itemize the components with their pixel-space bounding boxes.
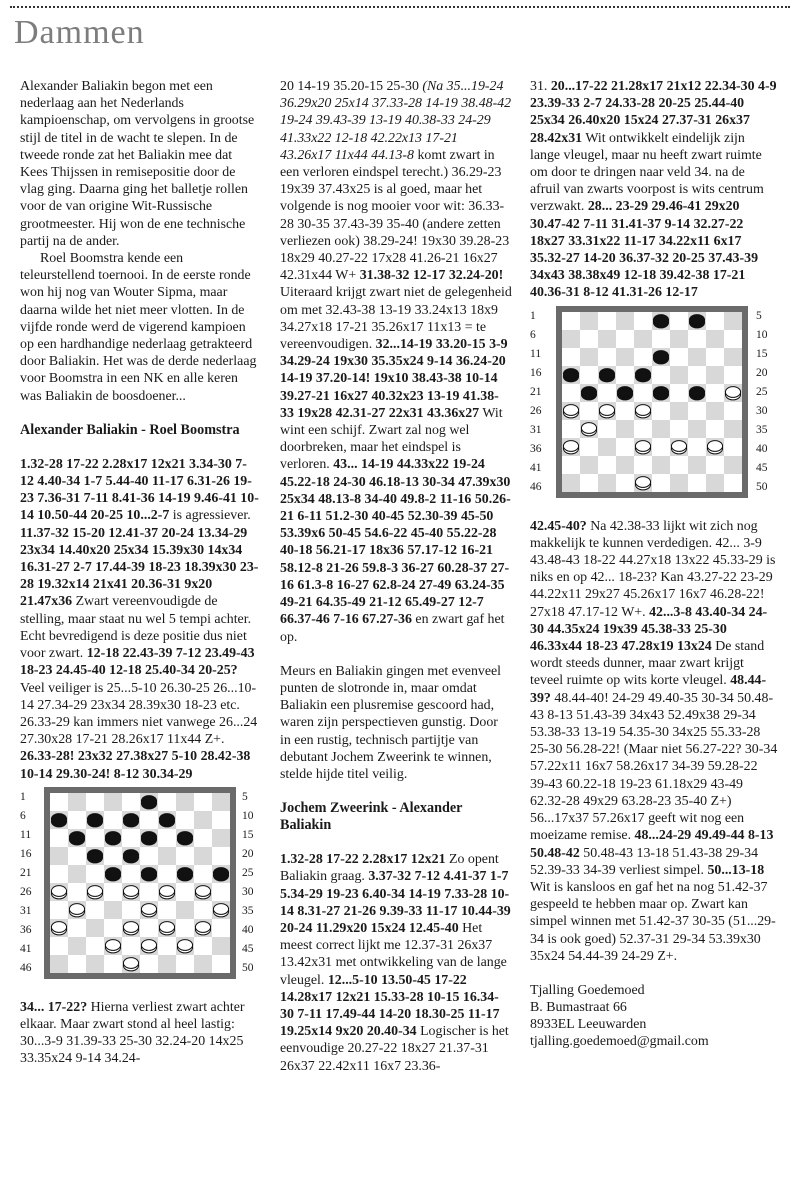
- white-piece: [159, 921, 174, 934]
- board1-svg: [44, 787, 236, 979]
- white-piece: [635, 404, 650, 417]
- dark-square: [616, 456, 634, 474]
- black-piece: [159, 813, 174, 826]
- dark-square: [580, 312, 598, 330]
- white-piece: [105, 939, 120, 952]
- board-square-number: 40: [756, 442, 768, 455]
- board-square-number: 35: [756, 423, 768, 436]
- black-piece: [87, 849, 102, 862]
- board-square-number: 10: [242, 809, 254, 822]
- board-square-number: 26: [530, 404, 542, 417]
- dark-square: [68, 865, 86, 883]
- dark-square: [176, 793, 194, 811]
- dark-square: [104, 793, 122, 811]
- game1-continuation: 20 14-19 35.20-15 25-30 (Na 35...19-24 36.29x20 25x14 37.33-28 14-19 38.48-42 19-24 39.43-39 13-19 40.38-33 24-29 41.33x22 12-18 42.22x13 17-21 43.26x17 11x44 44.13-8 komt zwart in een verloren eindspel terecht.) 36.29-23 19x39 37.43x25 is al goed, maar het volgende is nog mooier voor wit: 36.33-28 30-35 37.43-39 35-40 (andere zetten verliezen ook) 38.29-24! 19x30 39.28-23 18x29 40.27-22 17x28 41.26-21 16x27 42.31x44 W+ 31.38-32 12-17 32.24-20! Uiteraard krijgt zwart niet de gelegenheid om met 32.43-38 13-19 33.24x13 18x9 34.27x18 17-21 35.26x17 11x13 = te vereenvoudigen. 32...14-19 33.20-15 3-9 34.29-24 19x30 35.35x24 9-14 36.24-20 14-19 37.20-14! 19x10 38.43-38 10-14 39.27-21 16x27 40.32x23 13-19 41.38-33 19x28 42.31-27 22x31 43.36x27 Wit wint een schijf. Zwart zal nog wel doorbreken, maar het eindspel is verloren. 43... 14-19 44.33x22 19-24 45.22-18 24-30 46.18-13 30-34 47.39x30 25x34 48.13-8 34-40 49.8-2 11-16 50.26-21 6-11 51.2-30 40-45 52.30-39 45-50 53.39x6 50-45 54.6-22 45-40 55.22-28 40-18 56.21-17 18x36 57.17-12 16-21 58.12-8 21-26 59.8-3 36-27 60.28-37 27-16 61.3-8 16-27 62.8-24 27-49 63.24-35 49-21 64.35-49 21-12 65.49-27 12-7 66.37-46 7-16 67.27-36 en zwart gaf het op.: [280, 79, 512, 645]
- black-piece: [123, 849, 138, 862]
- dark-square: [670, 366, 688, 384]
- board-square-number: 46: [530, 480, 542, 493]
- dark-square: [212, 793, 230, 811]
- dark-square: [562, 474, 580, 492]
- dark-square: [670, 402, 688, 420]
- dark-square: [68, 793, 86, 811]
- board-diagram-1: [20, 787, 260, 995]
- black-piece: [581, 386, 596, 399]
- dark-square: [212, 829, 230, 847]
- black-piece: [177, 831, 192, 844]
- dark-square: [688, 348, 706, 366]
- board-square-number: 21: [20, 866, 32, 879]
- board-square-number: 10: [756, 328, 768, 341]
- dark-square: [176, 901, 194, 919]
- board-square-number: 20: [756, 366, 768, 379]
- board-square-number: 20: [242, 847, 254, 860]
- black-piece: [141, 831, 156, 844]
- black-piece: [563, 368, 578, 381]
- dark-square: [50, 955, 68, 973]
- top-dotted-rule: [10, 6, 790, 8]
- dark-square: [68, 937, 86, 955]
- dark-square: [688, 456, 706, 474]
- signature-email[interactable]: tjalling.goedemoed@gmail.com: [530, 1033, 709, 1049]
- board-square-number: 30: [756, 404, 768, 417]
- intro-paragraph-2: Roel Boomstra kende een teleurstellend toernooi. In de eerste ronde won hij nog van Wouter Sipma, maar daarna wilde het niet meer vlotten. In de vijfde ronde werd de vigerend kampioen op een hardhandige nederlaag getrakteerd door Baliakin. Het was de derde nederlaag voor Boomstra in een NK en alle keren was Baliakin de boosdoener...: [20, 251, 257, 404]
- board-square-number: 1: [20, 790, 26, 803]
- board-square-number: 16: [530, 366, 542, 379]
- dark-square: [652, 420, 670, 438]
- signature-name: Tjalling Goedemoed: [530, 982, 645, 998]
- board-square-number: 5: [242, 790, 248, 803]
- board-square-number: 50: [756, 480, 768, 493]
- board-square-number: 35: [242, 904, 254, 917]
- black-piece: [141, 867, 156, 880]
- board-square-number: 45: [756, 461, 768, 474]
- black-piece: [599, 368, 614, 381]
- board-square-number: 25: [242, 866, 254, 879]
- diagram2-caption: 42.45-40? Na 42.38-33 lijkt wit zich nog makkelijk te kunnen verdedigen. 42... 3-9 43.48-43 18-22 44.27x18 13x22 45.33-29 is niks en op 42... 18-23? Kan 43.27-22 23-29 44.22x11 29x27 45.26x17 16x7 46.28-22! 27x18 47.17-12 W+. 42...3-8 43.40-34 24-30 44.35x24 19x39 45.38-33 25-30 46.33x44 18-23 47.28x19 13x24 De stand wordt steeds dunner, maar zwart krijgt teveel ruimte op wits korte vleugel. 48.44-39? 48.44-40! 24-29 49.40-35 30-34 50.48-43 8-13 51.43-39 34x43 52.49x38 29-34 53.38-33 13-19 54.35-30 34x25 55.33-28 25-30 56.28-22! (Maar niet 56.27-22? 30-34 57.22x11 16x7 58.26x17 34-39 59.28-22 39-43 60.22-18 19-23 61.18x29 43-49 62.32-28 49x29 63.28-23 35-40 Z+) 56...17x37 57.26x17 geeft wit nog een moeizame remise. 48...24-29 49.49-44 8-13 50.48-42 50.48-43 13-18 51.43-38 29-34 52.39-33 34-39 verliest simpel. 50...13-18 Wit is kansloos en gaf het na nog 51.42-37 gespeeld te hebben maar op. Zwart kan simpel winnen met 51.42-37 30-35 (51...29-34 is ook goed) 52.37-31 29-34 53.39x30 35x24 54.44-39 24-29 Z+.: [530, 518, 778, 964]
- white-piece: [563, 440, 578, 453]
- black-piece: [177, 867, 192, 880]
- dark-square: [158, 955, 176, 973]
- dark-square: [194, 811, 212, 829]
- board-square-number: 36: [20, 923, 32, 936]
- board-square-number: 40: [242, 923, 254, 936]
- board-square-number: 30: [242, 885, 254, 898]
- white-piece: [195, 921, 210, 934]
- signature-street: B. Bumastraat 66: [530, 999, 627, 1015]
- board-square-number: 5: [756, 309, 762, 322]
- black-piece: [51, 813, 66, 826]
- white-piece: [141, 903, 156, 916]
- black-piece: [653, 350, 668, 363]
- dark-square: [598, 438, 616, 456]
- page-title: Dammen: [14, 14, 145, 51]
- game1-moves: 1.32-28 17-22 2.28x17 12x21 3.34-30 7-12 4.40-34 1-7 5.44-40 11-17 6.31-26 19-23 7.36-31 7-11 8.41-36 14-19 9.46-41 10-14 10.50-44 20-25 10...2-7 is agressiever. 11.37-32 15-20 12.41-37 20-24 13.34-29 23x34 14.40x20 25x34 15.39x30 14x34 16.31-27 2-7 17.44-39 18-23 18.39x30 23-28 19.32x14 21x41 20.36-31 9x20 21.47x36 Zwart vereenvoudigde de stelling, maar staat nu wel 5 tempi achter. Echt bevredigend is deze positie dus niet voor zwart. 12-18 22.43-39 7-12 23.49-43 18-23 24.45-40 12-18 25.40-34 20-25? Veel veiliger is 25...5-10 26.30-25 26...10-14 27.34-29 23x34 28.39x30 18-23 etc. 26.33-29 kan immers niet vanwege 26...24 27.30x28 17-21 28.26x17 11x44 Z+. 26.33-28! 23x32 27.38x27 5-10 28.42-38 10-14 29.30-24! 8-12 30.34-29: [20, 456, 259, 782]
- dark-square: [86, 955, 104, 973]
- board-square-number: 11: [530, 347, 542, 360]
- white-piece: [213, 903, 228, 916]
- board-square-number: 31: [20, 904, 32, 917]
- black-piece: [141, 795, 156, 808]
- white-piece: [123, 921, 138, 934]
- dark-square: [706, 330, 724, 348]
- signature-block: [530, 982, 778, 1050]
- board-square-number: 26: [20, 885, 32, 898]
- white-piece: [51, 921, 66, 934]
- black-piece: [105, 867, 120, 880]
- board-square-number: 31: [530, 423, 542, 436]
- column-1: [20, 78, 260, 1068]
- white-piece: [725, 386, 740, 399]
- dark-square: [724, 420, 742, 438]
- board-square-number: 41: [530, 461, 542, 474]
- game1-heading: Alexander Baliakin - Roel Boomstra: [20, 421, 240, 438]
- dark-square: [634, 330, 652, 348]
- signature-city: 8933EL Leeuwarden: [530, 1016, 647, 1032]
- board2-svg: [556, 306, 748, 498]
- black-piece: [689, 314, 704, 327]
- white-piece: [159, 885, 174, 898]
- white-piece: [123, 885, 138, 898]
- board-square-number: 21: [530, 385, 542, 398]
- black-piece: [105, 831, 120, 844]
- dark-square: [580, 348, 598, 366]
- dark-square: [670, 474, 688, 492]
- dark-square: [616, 420, 634, 438]
- white-piece: [671, 440, 686, 453]
- dark-square: [598, 474, 616, 492]
- dark-square: [616, 348, 634, 366]
- board-square-number: 6: [530, 328, 536, 341]
- white-piece: [599, 404, 614, 417]
- black-piece: [653, 314, 668, 327]
- dark-square: [212, 937, 230, 955]
- board-square-number: 46: [20, 961, 32, 974]
- black-piece: [617, 386, 632, 399]
- black-piece: [123, 813, 138, 826]
- dark-square: [688, 420, 706, 438]
- dark-square: [724, 348, 742, 366]
- dark-square: [194, 955, 212, 973]
- white-piece: [123, 957, 138, 970]
- dark-square: [86, 919, 104, 937]
- white-piece: [563, 404, 578, 417]
- dark-square: [104, 901, 122, 919]
- black-piece: [87, 813, 102, 826]
- column-3: [530, 78, 778, 1050]
- board-square-number: 25: [756, 385, 768, 398]
- board-square-number: 45: [242, 942, 254, 955]
- black-piece: [653, 386, 668, 399]
- dark-square: [50, 847, 68, 865]
- black-piece: [213, 867, 228, 880]
- dark-square: [158, 847, 176, 865]
- white-piece: [87, 885, 102, 898]
- board-square-number: 1: [530, 309, 536, 322]
- white-piece: [141, 939, 156, 952]
- board-diagram-2: [530, 306, 778, 514]
- board-square-number: 15: [756, 347, 768, 360]
- dark-square: [724, 312, 742, 330]
- dark-square: [706, 474, 724, 492]
- board-square-number: 6: [20, 809, 26, 822]
- dark-square: [194, 847, 212, 865]
- white-piece: [69, 903, 84, 916]
- black-piece: [69, 831, 84, 844]
- white-piece: [635, 440, 650, 453]
- dark-square: [580, 456, 598, 474]
- white-piece: [195, 885, 210, 898]
- dark-square: [670, 330, 688, 348]
- white-piece: [635, 476, 650, 489]
- white-piece: [581, 422, 596, 435]
- dark-square: [706, 402, 724, 420]
- black-piece: [635, 368, 650, 381]
- black-piece: [689, 386, 704, 399]
- white-piece: [51, 885, 66, 898]
- dark-square: [598, 330, 616, 348]
- game2-heading: Jochem Zweerink - Alexander Baliakin: [280, 800, 463, 834]
- dark-square: [724, 456, 742, 474]
- diagram1-caption: 34... 17-22? Hierna verliest zwart achter elkaar. Maar zwart stond al heel lastig: 30...3-9 31.39-33 25-30 32.24-20 14x25 33.35x24 9-14 34.24-: [20, 999, 245, 1067]
- board-square-number: 36: [530, 442, 542, 455]
- dark-square: [562, 330, 580, 348]
- board-square-number: 41: [20, 942, 32, 955]
- game2-continuation: 31. 20...17-22 21.28x17 21x12 22.34-30 4-9 23.39-33 2-7 24.33-28 20-25 25.44-40 25x34 26.40x20 15x24 27.37-31 26x37 28.42x31 Wit ontwikkelt eindelijk zijn lange vleugel, maar nu heeft zwart ruimte om door te dringen naar veld 34. na de afruil van zwarts voorpost is wits centrum verzwakt. 28... 23-29 29.46-41 29x20 30.47-42 7-11 31.41-37 9-14 32.27-22 18x27 33.31x22 11-17 34.22x11 6x17 35.32-27 14-20 36.37-32 20-25 37.43-39 34x43 38.38x49 12-18 39.42-38 17-21 40.36-31 8-12 41.31-26 12-17: [530, 79, 777, 301]
- game2-moves: 1.32-28 17-22 2.28x17 12x21 Zo opent Baliakin graag. 3.37-32 7-12 4.41-37 1-7 5.34-29 19-23 6.40-34 14-19 7.33-28 10-14 8.31-27 21-26 9.39-33 11-17 10.44-39 20-24 11.29x20 15x24 12.45-40 Het meest correct lijkt me 12.37-31 26x37 13.42x31 met ontwikkeling van de lange vleugel. 12...5-10 13.50-45 17-22 14.28x17 12x21 15.33-28 10-15 16.34-30 7-11 17.49-44 14-20 18.30-25 11-17 19.25x14 9x20 20.40-34 Logischer is het eenvoudige 20.27-22 18x27 21.37-31 26x37 22.42x11 16x7 23.36-: [280, 852, 511, 1074]
- column-2: [280, 78, 512, 1075]
- dark-square: [652, 456, 670, 474]
- board-square-number: 11: [20, 828, 32, 841]
- board-square-number: 50: [242, 961, 254, 974]
- board-square-number: 16: [20, 847, 32, 860]
- white-piece: [707, 440, 722, 453]
- board-square-number: 15: [242, 828, 254, 841]
- white-piece: [177, 939, 192, 952]
- dark-square: [616, 312, 634, 330]
- interlude-paragraph: Meurs en Baliakin gingen met evenveel punten de slotronde in, maar omdat Baliakin een plusremise gescoord had, waren zijn perspectieven gunstig. Door in een rustig, technisch partijtje van debutant Jochem Zweerink te winnen, stelde hijde titel veilig.: [280, 663, 502, 782]
- intro-paragraph-1: Alexander Baliakin begon met een nederlaag aan het Nederlands kampioenschap, om vervolgens in grootse stijl de titel in de wacht te slepen. In de tweede ronde zat het Baliakin mee dat Kees Thijssen in remisepositie door de vlag ging. Daarna ging het balletje rollen voor de van origine Wit-Russische grootmeester. Hij won de ene technische partij na de ander.: [20, 79, 255, 249]
- dark-square: [706, 366, 724, 384]
